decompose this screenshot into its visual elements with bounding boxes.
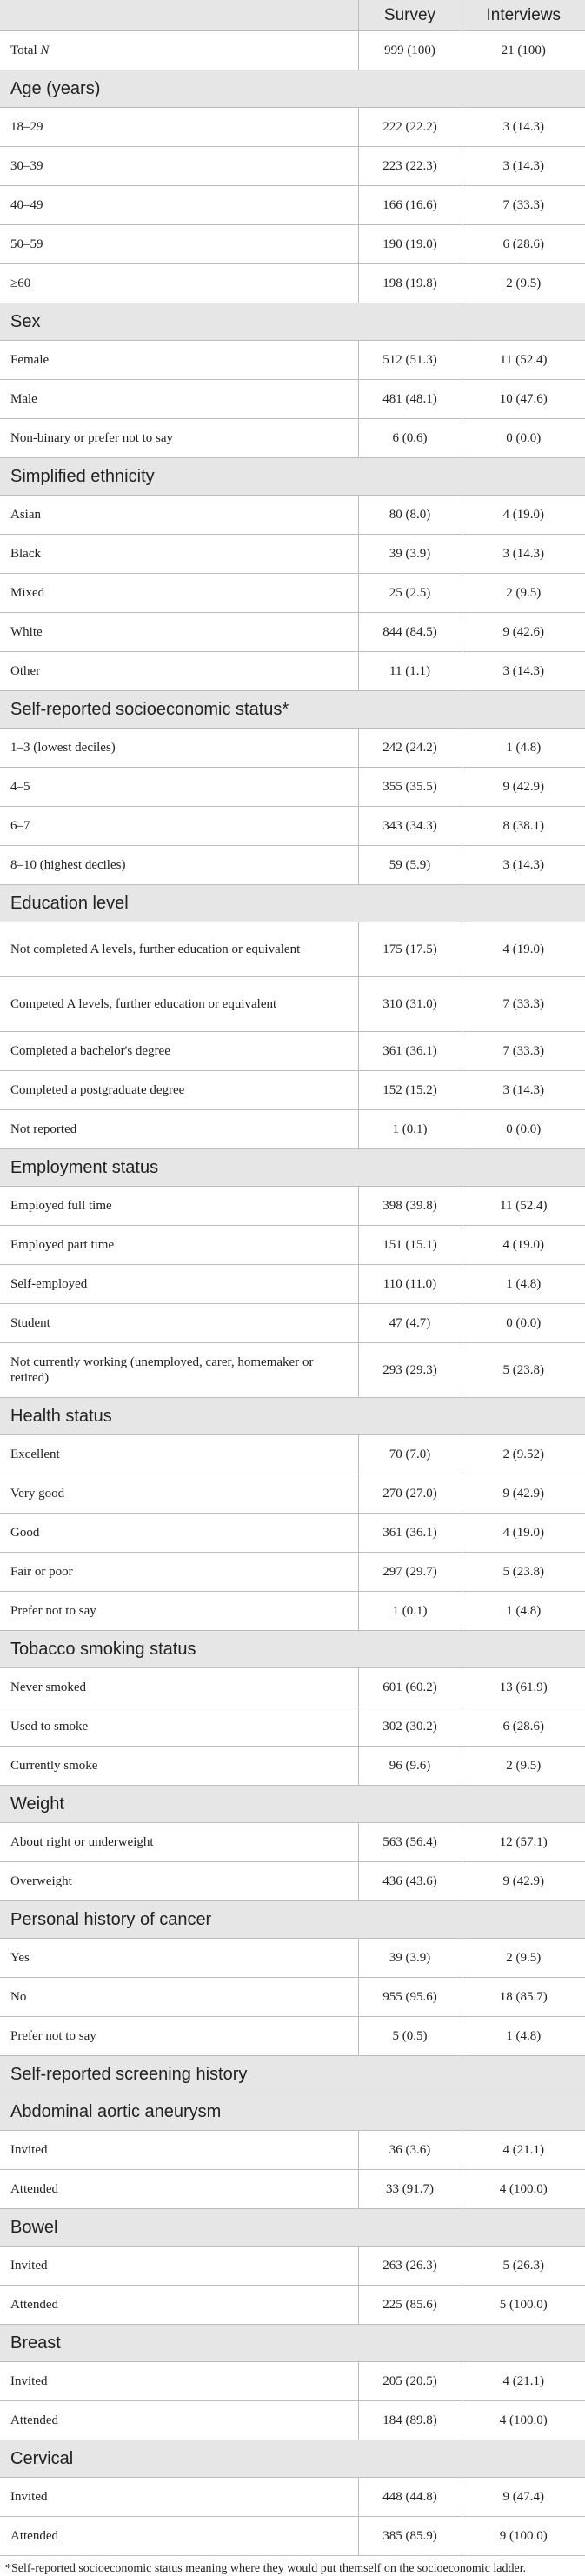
survey-value: 398 (39.8) [358,1187,462,1226]
section-header-row [0,1398,585,1435]
survey-value: 361 (36.1) [358,1514,462,1553]
section-title: Employment status [0,1149,585,1187]
table-row [0,1514,585,1553]
table-body [0,31,585,2556]
table-row [0,1226,585,1265]
interviews-value: 11 (52.4) [462,1187,585,1226]
survey-value: 293 (29.3) [358,1343,462,1398]
interviews-value: 5 (100.0) [462,2286,585,2325]
section-header-row [0,70,585,108]
interviews-value: 3 (14.3) [462,652,585,691]
section-header-row [0,2056,585,2093]
survey-value: 39 (3.9) [358,535,462,574]
interviews-value: 9 (42.9) [462,1862,585,1901]
interviews-value: 2 (9.5) [462,574,585,613]
interviews-value: 8 (38.1) [462,807,585,846]
interviews-value: 4 (100.0) [462,2401,585,2440]
section-title: Breast [0,2325,585,2362]
table-row [0,768,585,807]
interviews-value: 12 (57.1) [462,1823,585,1862]
row-label: Not currently working (unemployed, carer, homemaker or retired) [0,1343,358,1398]
section-title: Age (years) [0,70,585,108]
table-row [0,1071,585,1110]
survey-value: 175 (17.5) [358,922,462,977]
interviews-value: 9 (42.9) [462,768,585,807]
row-label: Competed A levels, further education or equivalent [0,977,358,1032]
table-row [0,1110,585,1149]
row-label: No [0,1978,358,2017]
interviews-value: 1 (4.8) [462,2017,585,2056]
row-label: Student [0,1304,358,1343]
survey-value: 96 (9.6) [358,1747,462,1786]
interviews-value: 5 (26.3) [462,2247,585,2286]
survey-value: 955 (95.6) [358,1978,462,2017]
row-label: Mixed [0,574,358,613]
section-title: Self-reported socioeconomic status* [0,691,585,729]
table-row [0,496,585,535]
interviews-value: 2 (9.5) [462,1939,585,1978]
interviews-value: 4 (21.1) [462,2362,585,2401]
table-row [0,922,585,977]
row-label: 8–10 (highest deciles) [0,846,358,885]
interviews-value: 2 (9.5) [462,1747,585,1786]
table-row [0,147,585,186]
interviews-value: 9 (42.9) [462,1474,585,1514]
row-label: 50–59 [0,225,358,264]
table-header-row [0,0,585,31]
survey-value: 47 (4.7) [358,1304,462,1343]
interviews-value: 3 (14.3) [462,1071,585,1110]
section-title: Simplified ethnicity [0,458,585,496]
section-header-row [0,458,585,496]
row-label: Attended [0,2170,358,2209]
section-header-row [0,1631,585,1668]
interviews-value: 10 (47.6) [462,380,585,419]
survey-value: 1 (0.1) [358,1592,462,1631]
table-row [0,225,585,264]
row-label: Attended [0,2286,358,2325]
table-row [0,2131,585,2170]
survey-value: 310 (31.0) [358,977,462,1032]
table-row [0,977,585,1032]
table-row [0,613,585,652]
row-label: Not completed A levels, further education or equivalent [0,922,358,977]
header-interviews: Interviews [462,0,585,31]
interviews-value: 6 (28.6) [462,1707,585,1747]
row-label: Fair or poor [0,1553,358,1592]
survey-value: 36 (3.6) [358,2131,462,2170]
table-row [0,1435,585,1474]
survey-value: 11 (1.1) [358,652,462,691]
interviews-value: 0 (0.0) [462,1110,585,1149]
table-row [0,1304,585,1343]
survey-value: 6 (0.6) [358,419,462,458]
row-label: 30–39 [0,147,358,186]
table-row [0,1265,585,1304]
survey-value: 222 (22.2) [358,108,462,147]
survey-value: 198 (19.8) [358,264,462,303]
row-label: Used to smoke [0,1707,358,1747]
row-label: About right or underweight [0,1823,358,1862]
table-row [0,1187,585,1226]
section-title: Cervical [0,2440,585,2478]
interviews-value: 13 (61.9) [462,1668,585,1707]
table-row [0,1939,585,1978]
row-label: Invited [0,2478,358,2517]
row-label: Self-employed [0,1265,358,1304]
header-survey: Survey [358,0,462,31]
interviews-value: 3 (14.3) [462,108,585,147]
interviews-value: 3 (14.3) [462,147,585,186]
interviews-value: 5 (23.8) [462,1553,585,1592]
survey-value: 448 (44.8) [358,2478,462,2517]
survey-value: 80 (8.0) [358,496,462,535]
section-title: Tobacco smoking status [0,1631,585,1668]
section-title: Education level [0,885,585,922]
section-header-row [0,2325,585,2362]
table-row [0,341,585,380]
row-label: Invited [0,2131,358,2170]
survey-value: 355 (35.5) [358,768,462,807]
interviews-value: 1 (4.8) [462,1592,585,1631]
table-row [0,1862,585,1901]
row-label-text: Total [10,43,41,57]
table-row [0,2286,585,2325]
table-row [0,380,585,419]
row-label: Employed full time [0,1187,358,1226]
row-label [0,31,358,70]
interviews-value: 4 (21.1) [462,2131,585,2170]
survey-value: 39 (3.9) [358,1939,462,1978]
table-row [0,108,585,147]
survey-value: 563 (56.4) [358,1823,462,1862]
row-label: 4–5 [0,768,358,807]
section-header-row [0,303,585,341]
table-row [0,652,585,691]
survey-value: 166 (16.6) [358,186,462,225]
table-row [0,807,585,846]
table-row [0,535,585,574]
row-label: Currently smoke [0,1747,358,1786]
table-row [0,2017,585,2056]
row-label: Male [0,380,358,419]
interviews-value: 1 (4.8) [462,1265,585,1304]
section-title: Abdominal aortic aneurysm [0,2093,585,2131]
section-header-row [0,1149,585,1187]
interviews-value: 11 (52.4) [462,341,585,380]
survey-value: 302 (30.2) [358,1707,462,1747]
section-title: Self-reported screening history [0,2056,585,2093]
table-row [0,1553,585,1592]
row-label: Attended [0,2517,358,2556]
survey-value: 190 (19.0) [358,225,462,264]
row-label: Completed a postgraduate degree [0,1071,358,1110]
section-title: Weight [0,1786,585,1823]
survey-value: 152 (15.2) [358,1071,462,1110]
row-label: Other [0,652,358,691]
row-label: Excellent [0,1435,358,1474]
section-header-row [0,2440,585,2478]
section-header-row [0,885,585,922]
section-title: Sex [0,303,585,341]
section-header-row [0,691,585,729]
row-label: Very good [0,1474,358,1514]
row-label: Completed a bachelor's degree [0,1032,358,1071]
survey-value: 5 (0.5) [358,2017,462,2056]
interviews-value: 7 (33.3) [462,1032,585,1071]
survey-value: 297 (29.7) [358,1553,462,1592]
table-row [0,2401,585,2440]
table-row [0,2478,585,2517]
row-label: Overweight [0,1862,358,1901]
interviews-value: 0 (0.0) [462,1304,585,1343]
table-row [0,1032,585,1071]
table-row [0,1343,585,1398]
interviews-value: 1 (4.8) [462,729,585,768]
row-label: Female [0,341,358,380]
table-row [0,2517,585,2556]
row-label: 6–7 [0,807,358,846]
interviews-value: 18 (85.7) [462,1978,585,2017]
survey-value: 601 (60.2) [358,1668,462,1707]
survey-value: 223 (22.3) [358,147,462,186]
table-row [0,419,585,458]
row-label: Non-binary or prefer not to say [0,419,358,458]
table-row [0,186,585,225]
interviews-value: 4 (100.0) [462,2170,585,2209]
row-label: Never smoked [0,1668,358,1707]
table-row [0,846,585,885]
row-label: Attended [0,2401,358,2440]
interviews-value: 21 (100) [462,31,585,70]
survey-value: 33 (91.7) [358,2170,462,2209]
interviews-value: 5 (23.8) [462,1343,585,1398]
survey-value: 225 (85.6) [358,2286,462,2325]
survey-value: 512 (51.3) [358,341,462,380]
row-label: Employed part time [0,1226,358,1265]
survey-value: 361 (36.1) [358,1032,462,1071]
survey-value: 70 (7.0) [358,1435,462,1474]
survey-value: 184 (89.8) [358,2401,462,2440]
row-label: Asian [0,496,358,535]
section-title: Bowel [0,2209,585,2247]
survey-value: 844 (84.5) [358,613,462,652]
row-label: Invited [0,2247,358,2286]
table-row [0,1707,585,1747]
table-row [0,2362,585,2401]
survey-value: 436 (43.6) [358,1862,462,1901]
table-row [0,1978,585,2017]
section-header-row [0,2209,585,2247]
table-row [0,2247,585,2286]
interviews-value: 4 (19.0) [462,496,585,535]
table-row [0,1592,585,1631]
row-label: Yes [0,1939,358,1978]
interviews-value: 0 (0.0) [462,419,585,458]
row-label: Prefer not to say [0,2017,358,2056]
row-label-italic: N [40,43,50,57]
survey-value: 263 (26.3) [358,2247,462,2286]
table-row [0,1474,585,1514]
interviews-value: 4 (19.0) [462,1514,585,1553]
interviews-value: 9 (100.0) [462,2517,585,2556]
survey-value: 151 (15.1) [358,1226,462,1265]
row-label: Prefer not to say [0,1592,358,1631]
survey-value: 1 (0.1) [358,1110,462,1149]
survey-value: 110 (11.0) [358,1265,462,1304]
row-label: Black [0,535,358,574]
survey-value: 385 (85.9) [358,2517,462,2556]
interviews-value: 7 (33.3) [462,977,585,1032]
survey-value: 343 (34.3) [358,807,462,846]
table-row [0,1747,585,1786]
interviews-value: 2 (9.5) [462,264,585,303]
section-header-row [0,2093,585,2131]
row-label: Invited [0,2362,358,2401]
survey-value: 999 (100) [358,31,462,70]
survey-value: 25 (2.5) [358,574,462,613]
interviews-value: 9 (42.6) [462,613,585,652]
table-row [0,1668,585,1707]
survey-value: 59 (5.9) [358,846,462,885]
table-row [0,2170,585,2209]
row-label: 40–49 [0,186,358,225]
interviews-value: 3 (14.3) [462,535,585,574]
table-row [0,264,585,303]
interviews-value: 6 (28.6) [462,225,585,264]
header-blank-cell [0,0,358,31]
table-row [0,729,585,768]
section-header-row [0,1901,585,1939]
row-label: 1–3 (lowest deciles) [0,729,358,768]
interviews-value: 9 (47.4) [462,2478,585,2517]
table-footnote: *Self-reported socioeconomic status meaning where they would put themself on the socioeconomic ladder. [5,2562,527,2575]
row-label: Not reported [0,1110,358,1149]
interviews-value: 4 (19.0) [462,1226,585,1265]
table-row [0,574,585,613]
section-header-row [0,1786,585,1823]
row-label: 18–29 [0,108,358,147]
row-label: ≥60 [0,264,358,303]
interviews-value: 7 (33.3) [462,186,585,225]
section-title: Personal history of cancer [0,1901,585,1939]
section-title: Health status [0,1398,585,1435]
interviews-value: 3 (14.3) [462,846,585,885]
survey-value: 481 (48.1) [358,380,462,419]
survey-value: 242 (24.2) [358,729,462,768]
interviews-value: 4 (19.0) [462,922,585,977]
row-label: Good [0,1514,358,1553]
row-label: White [0,613,358,652]
survey-value: 205 (20.5) [358,2362,462,2401]
table-row [0,31,585,70]
table-row [0,1823,585,1862]
survey-value: 270 (27.0) [358,1474,462,1514]
interviews-value: 2 (9.52) [462,1435,585,1474]
